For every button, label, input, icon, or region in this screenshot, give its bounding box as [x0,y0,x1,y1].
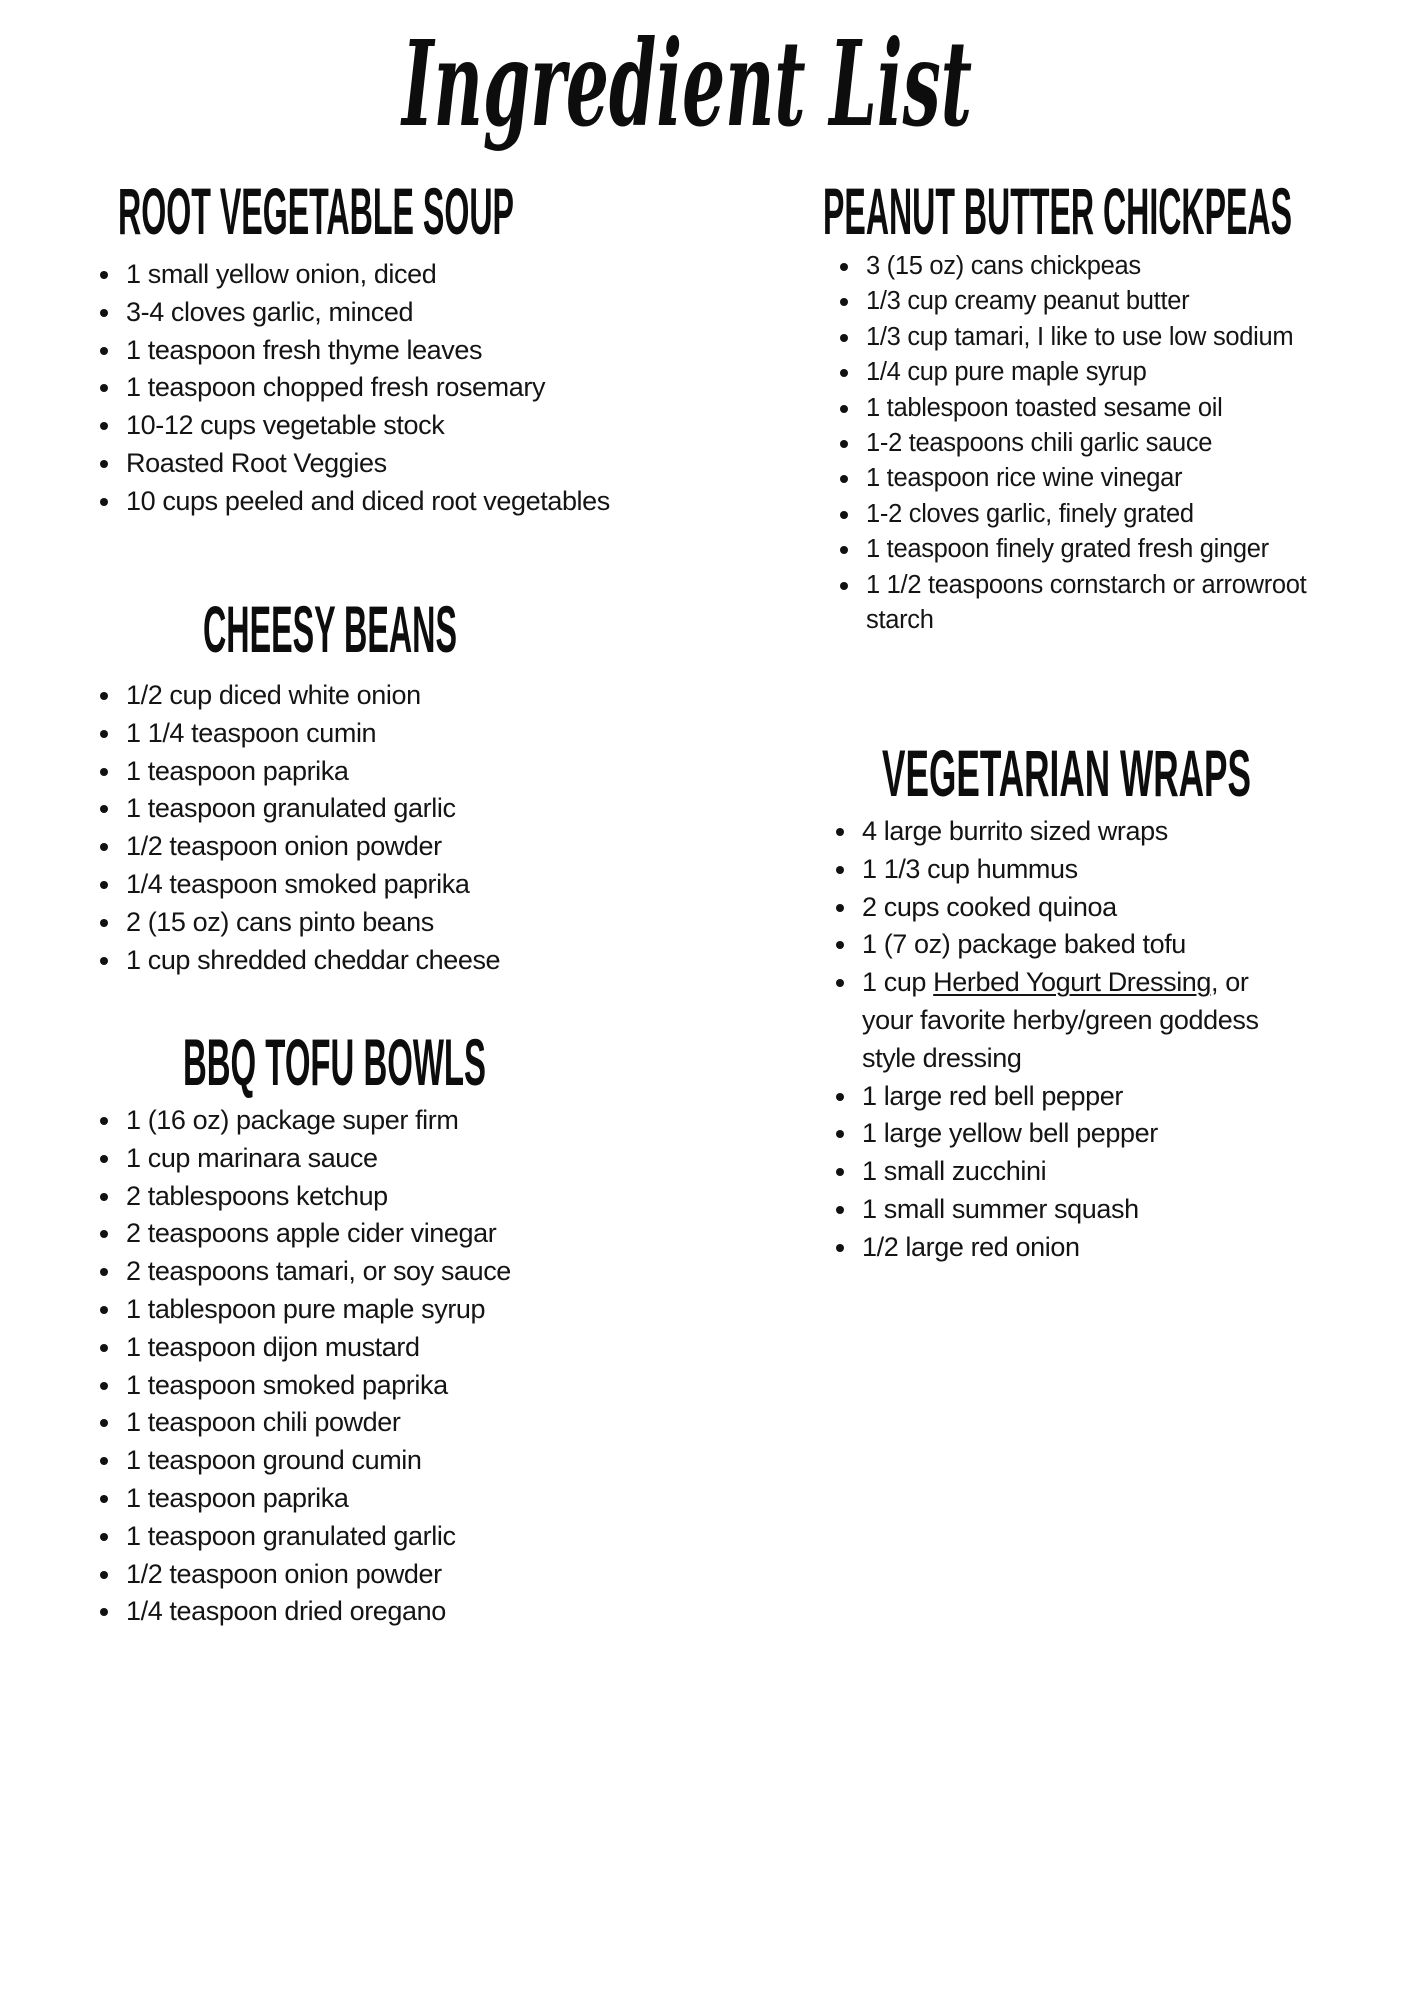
bullet-icon [840,475,848,483]
item-text: 2 (15 oz) cans pinto beans [126,906,434,937]
item-text: 1 large yellow bell pepper [862,1118,1158,1149]
list-item [840,355,1380,390]
item-text: 1 1/3 cup hummus [862,853,1078,884]
item-text: 1/4 cup pure maple syrup [866,358,1147,387]
list-item [100,1102,511,1140]
list-item [100,1291,511,1329]
herbed-yogurt-dressing-link[interactable]: Herbed Yogurt Dressing [933,967,1212,998]
bullet-icon [840,440,848,448]
bullet-icon [840,263,848,271]
list-item [840,532,1380,567]
bullet-icon [100,692,108,700]
bullet-icon [836,941,844,949]
item-text: 1 large red bell pepper [862,1080,1123,1111]
item-text: 3 (15 oz) cans chickpeas [866,252,1141,280]
item-text: 1 tablespoon pure maple syrup [126,1293,486,1324]
item-text: 1 (7 oz) package baked tofu [862,929,1186,960]
bullet-icon [100,384,108,392]
list-item [100,445,610,483]
list-item [840,249,1380,284]
list-item [840,497,1380,532]
list-item [836,926,1259,964]
bullet-icon [100,1268,108,1276]
bullet-icon [100,1344,108,1352]
list-item [100,1593,511,1631]
bullet-icon [100,957,108,965]
list-item [840,568,1366,639]
item-text: 2 teaspoons tamari, or soy sauce [126,1256,511,1287]
item-text: 1 small zucchini [862,1156,1047,1187]
section-heading-text: VEGETARIAN WRAPS [882,736,1251,810]
item-text: 10-12 cups vegetable stock [126,410,445,441]
list-item [836,1153,1259,1191]
section-heading-text: PEANUT BUTTER CHICKPEAS [823,174,1292,248]
item-text: 1 teaspoon rice wine vinegar [866,464,1183,493]
item-text: 3-4 cloves garlic, minced [126,296,414,327]
bullet-icon [100,1155,108,1163]
item-text: 1 teaspoon smoked paprika [126,1369,448,1400]
item-text: , or [1211,967,1249,998]
list-item [100,1518,511,1556]
item-text: 1 1/2 teaspoons cornstarch or arrowroot starch [866,570,1307,635]
ingredient-list-root-vegetable-soup [100,256,610,521]
item-text: 4 large burrito sized wraps [862,816,1168,846]
list-item [100,407,610,445]
item-text: 1/3 cup creamy peanut butter [866,287,1190,316]
list-item [836,851,1259,889]
bullet-icon [100,1419,108,1427]
bullet-icon [836,1244,844,1252]
bullet-icon [100,1533,108,1541]
bullet-icon [100,309,108,317]
item-text: 1 small summer squash [862,1193,1139,1224]
item-text: 1/2 teaspoon onion powder [126,831,442,862]
bullet-icon [100,347,108,355]
bullet-icon [836,1168,844,1176]
section-heading-vegetarian-wraps [882,736,1254,810]
ingredient-list-cheesy-beans [100,677,500,979]
bullet-icon [836,979,844,987]
bullet-icon [100,881,108,889]
section-heading-text: ROOT VEGETABLE SOUP [118,174,514,248]
bullet-icon [840,511,848,519]
item-text-continued: your favorite herby/green goddess [862,1004,1259,1035]
bullet-icon [100,1457,108,1465]
item-text: 1/4 teaspoon dried oregano [126,1596,446,1627]
list-item [840,426,1380,461]
list-item [836,1191,1259,1229]
item-text: 1 teaspoon granulated garlic [126,793,456,824]
list-item [100,715,500,753]
bullet-icon [100,1571,108,1579]
bullet-icon [836,904,844,912]
bullet-icon [836,1130,844,1138]
item-text: 1-2 cloves garlic, finely grated [866,499,1194,528]
item-text: 1 teaspoon granulated garlic [126,1520,456,1551]
item-text: 1 teaspoon chili powder [126,1407,401,1438]
bullet-icon [100,805,108,813]
ingredient-list-bbq-tofu-bowls [100,1102,511,1631]
list-item [100,866,500,904]
section-heading-peanut-butter-chickpeas [823,174,1295,248]
item-text: 1 teaspoon finely grated fresh ginger [866,535,1269,564]
bullet-icon [836,828,844,836]
item-text: 2 tablespoons ketchup [126,1180,388,1211]
list-item [836,813,1259,851]
list-item [100,256,610,294]
bullet-icon [100,1230,108,1238]
item-text: 1 cup [862,967,934,998]
list-item [100,790,500,828]
bullet-icon [100,843,108,851]
bullet-icon [840,582,848,590]
item-text: 1/3 cup tamari, I like to use low sodium [866,322,1294,351]
bullet-icon [100,919,108,927]
page-title [400,14,974,170]
list-item [840,461,1380,496]
bullet-icon [100,1608,108,1616]
list-item [100,753,500,791]
item-text: 1 cup marinara sauce [126,1142,378,1173]
item-text: Roasted Root Veggies [126,447,387,478]
bullet-icon [840,334,848,342]
section-heading-root-vegetable-soup [118,174,516,248]
item-text: 1 teaspoon paprika [126,1482,349,1513]
bullet-icon [840,405,848,413]
bullet-icon [840,369,848,377]
item-text: 1 (16 oz) package super firm [126,1105,459,1135]
list-item [100,942,500,980]
item-text: 2 cups cooked quinoa [862,891,1117,922]
ingredient-list-vegetarian-wraps [836,813,1259,1267]
section-heading-text: BBQ TOFU BOWLS [183,1025,486,1099]
section-heading-text: CHEESY BEANS [203,592,457,666]
item-text: 1 small yellow onion, diced [126,259,437,289]
item-text: 2 teaspoons apple cider vinegar [126,1218,497,1249]
item-text: 10 cups peeled and diced root vegetables [126,485,610,516]
list-item [100,1367,511,1405]
list-item [100,294,610,332]
list-item [836,1229,1259,1267]
bullet-icon [100,1382,108,1390]
list-item [840,320,1380,355]
list-item [100,1215,511,1253]
item-text: 1/2 large red onion [862,1231,1080,1262]
bullet-icon [840,298,848,306]
page-title-text: Ingredient List [400,14,972,153]
list-item [100,1442,511,1480]
item-text: 1-2 teaspoons chili garlic sauce [866,429,1213,458]
item-text: 1 teaspoon ground cumin [126,1445,422,1476]
item-text: 1/2 cup diced white onion [126,680,421,710]
item-text-continued: style dressing [862,1042,1022,1073]
bullet-icon [100,271,108,279]
list-item [100,1404,511,1442]
bullet-icon [100,498,108,506]
list-item [840,284,1380,319]
bullet-icon [836,866,844,874]
list-item [100,1178,511,1216]
item-text: 1/2 teaspoon onion powder [126,1558,442,1589]
list-item [100,1480,511,1518]
section-heading-cheesy-beans [203,592,459,666]
bullet-icon [100,1306,108,1314]
list-item [100,332,610,370]
item-text: 1 teaspoon paprika [126,755,349,786]
bullet-icon [840,546,848,554]
item-text: 1/4 teaspoon smoked paprika [126,868,470,899]
list-item [100,904,500,942]
item-text: 1 teaspoon fresh thyme leaves [126,334,483,365]
list-item [100,1556,511,1594]
list-item [836,1115,1259,1153]
list-item [100,483,610,521]
bullet-icon [100,1117,108,1125]
item-text: 1 1/4 teaspoon cumin [126,717,377,748]
list-item [100,677,500,715]
bullet-icon [100,730,108,738]
bullet-icon [100,1193,108,1201]
item-text: 1 teaspoon chopped fresh rosemary [126,372,546,403]
bullet-icon [100,768,108,776]
item-text: 1 tablespoon toasted sesame oil [866,393,1223,422]
bullet-icon [100,460,108,468]
list-item [100,1253,511,1291]
ingredient-list-peanut-butter-chickpeas [840,249,1380,638]
item-text: 1 teaspoon dijon mustard [126,1331,420,1362]
bullet-icon [836,1093,844,1101]
list-item [100,1140,511,1178]
list-item [836,1078,1259,1116]
list-item [100,369,610,407]
bullet-icon [100,1495,108,1503]
list-item [836,964,1259,1077]
list-item [840,391,1380,426]
bullet-icon [100,422,108,430]
list-item [100,828,500,866]
list-item [836,889,1259,927]
bullet-icon [836,1206,844,1214]
list-item [100,1329,511,1367]
section-heading-bbq-tofu-bowls [183,1025,488,1099]
item-text: 1 cup shredded cheddar cheese [126,944,501,975]
